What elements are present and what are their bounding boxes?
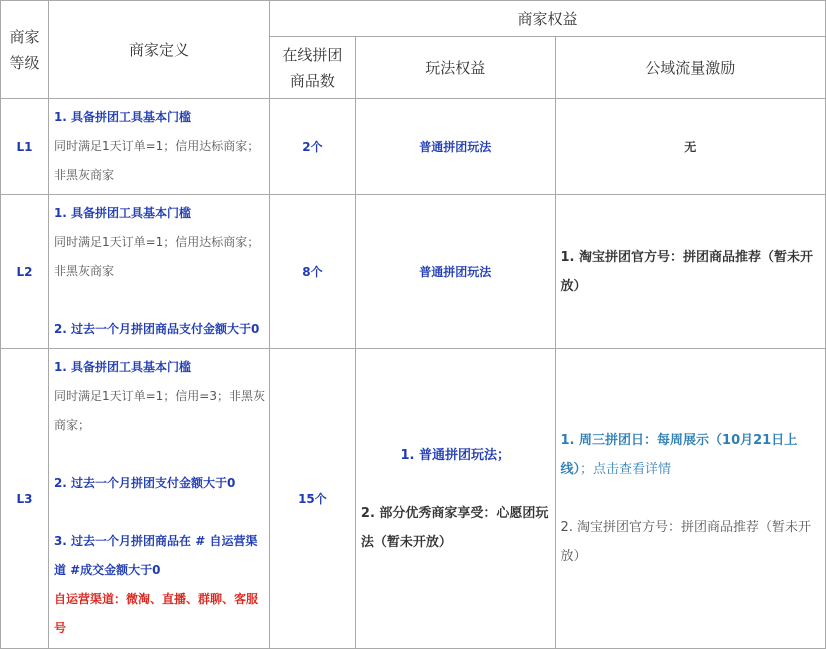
view-details-link[interactable]: ；点击查看详情 [580,462,672,477]
table-row [1,99,826,195]
definition-title: 2. 过去一个月拼团商品支付金额大于0 [53,322,260,336]
level-cell: L2 [1,195,49,349]
traffic-text: 1. 淘宝拼团官方号：拼团商品推荐（暂未开 [560,249,814,265]
traffic-text: 放） [560,549,587,564]
definition-cell [48,99,269,195]
play-rights-text: 1. 普通拼团玩法； [400,447,510,463]
definition-title: 1. 具备拼团工具基本门槛 [53,110,192,124]
definition-text: 同时满足1天订单=1；信用=3；非黑灰 [53,389,265,403]
traffic-highlight: 1. 周三拼团日：每周展示（10月21日上 [560,433,798,448]
spacer [561,484,820,513]
play-rights-cell [355,349,555,649]
traffic-cell: 无 [555,99,825,195]
table-row [1,195,826,349]
definition-cell [48,349,269,649]
header-merchant-rights: 商家权益 [269,1,825,37]
definition-text: 同时满足1天订单=1；信用达标商家； [53,235,260,249]
online-count-cell: 8个 [269,195,355,349]
traffic-highlight-line [561,455,820,484]
spacer [54,286,265,315]
definition-text: 商家； [53,418,90,432]
definition-cell [48,195,269,349]
play-rights-cell: 普通拼团玩法 [355,99,555,195]
definition-text: 非黑灰商家 [53,168,114,182]
header-merchant-level [1,1,49,99]
header-play-rights: 玩法权益 [355,37,555,99]
traffic-cell [555,349,825,649]
level-cell: L3 [1,349,49,649]
traffic-highlight: 线） [560,462,581,477]
definition-text: 同时满足1天订单=1；信用达标商家； [53,139,260,153]
definition-title: 1. 具备拼团工具基本门槛 [53,360,192,374]
header-merchant-level-text: 商家等级 [9,27,40,72]
header-merchant-definition: 商家定义 [48,1,269,99]
spacer [361,470,550,499]
definition-text: 非黑灰商家 [53,264,114,278]
header-public-traffic: 公域流量激励 [555,37,825,99]
play-rights-text: 2. 部分优秀商家享受：心愿团玩 [360,505,549,521]
spacer [54,440,265,469]
definition-title: 2. 过去一个月拼团支付金额大于0 [53,476,236,490]
definition-title: 1. 具备拼团工具基本门槛 [53,206,192,220]
table-row [1,349,826,649]
online-count-cell: 15个 [269,349,355,649]
definition-title: 3. 过去一个月拼团商品在 # 自运营渠 [53,534,258,548]
online-count-cell: 2个 [269,99,355,195]
definition-note: 号 [53,621,66,635]
traffic-text: 放） [560,278,587,294]
traffic-cell [555,195,825,349]
header-online-group-count [269,37,355,99]
traffic-text: 2. 淘宝拼团官方号：拼团商品推荐（暂未开 [560,520,812,535]
spacer [54,498,265,527]
play-rights-cell: 普通拼团玩法 [355,195,555,349]
definition-title: 道 #成交金额大于0 [53,563,161,577]
play-rights-text: 法（暂未开放） [360,534,452,550]
definition-note: 自运营渠道：微淘、直播、群聊、客服 [53,592,258,606]
header-online-group-count-text: 在线拼团商品数 [282,45,343,90]
level-cell: L1 [1,99,49,195]
